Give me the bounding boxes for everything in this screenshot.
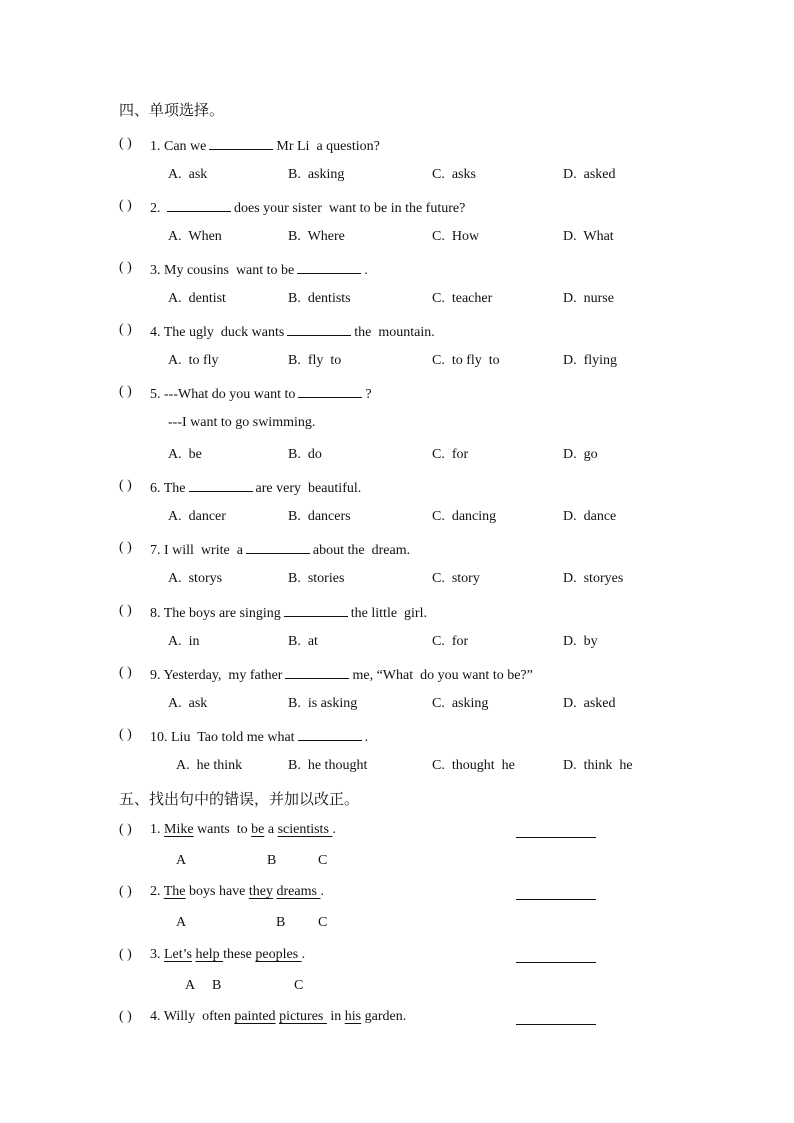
option-a[interactable]: A. storys — [168, 571, 223, 586]
underlined-part: help — [195, 947, 224, 962]
question-post: the mountain. — [354, 325, 435, 340]
option-c[interactable]: C. for — [432, 447, 469, 462]
item-answer-paren[interactable]: ( ) — [119, 947, 132, 962]
option-c[interactable]: C. dancing — [432, 509, 497, 524]
item-number: 3. — [150, 947, 164, 962]
option-b[interactable]: B. asking — [288, 167, 345, 182]
underlined-part: Mike — [164, 822, 194, 837]
question-text — [150, 603, 427, 622]
option-c[interactable]: C. thought he — [432, 758, 515, 773]
sentence-part: . — [320, 884, 324, 899]
underlined-part: they — [248, 884, 274, 899]
question-answer-paren[interactable]: ( ) — [119, 198, 132, 213]
question-number: 7. — [150, 543, 164, 558]
question-answer-paren[interactable]: ( ) — [119, 260, 132, 275]
sentence-part: . — [332, 822, 336, 837]
question-pre: ---What do you want to — [164, 387, 296, 402]
section4-title: 四、单项选择。 — [119, 101, 225, 119]
option-b[interactable]: B. Where — [288, 229, 345, 244]
question-text — [150, 478, 361, 497]
question-blank[interactable] — [287, 322, 351, 336]
question-number: 8. — [150, 606, 164, 621]
question-answer-paren[interactable]: ( ) — [119, 478, 132, 493]
question-answer-paren[interactable]: ( ) — [119, 540, 132, 555]
question-post: are very beautiful. — [255, 481, 362, 496]
question-number: 4. — [150, 325, 164, 340]
option-c[interactable]: C. How — [432, 229, 480, 244]
question-post: . — [364, 263, 368, 278]
choice-letter-c: C — [318, 915, 328, 930]
sentence-part: . — [301, 947, 306, 962]
correction-answer-line[interactable] — [516, 837, 596, 838]
question-text — [150, 665, 533, 684]
sentence-part: boys have — [185, 884, 249, 899]
option-a[interactable]: A. When — [168, 229, 222, 244]
underlined-part: be — [251, 822, 265, 837]
question-post: the little girl. — [350, 606, 427, 621]
question-text — [150, 198, 465, 217]
option-b[interactable]: B. dentists — [288, 291, 351, 306]
option-a[interactable]: A. ask — [168, 696, 208, 711]
question-blank[interactable] — [298, 384, 362, 398]
question-blank[interactable] — [298, 727, 362, 741]
underlined-part: The — [163, 884, 186, 899]
sentence-part: in — [326, 1009, 345, 1024]
option-c[interactable]: C. story — [432, 571, 480, 586]
option-b[interactable]: B. he thought — [288, 758, 368, 773]
option-c[interactable]: C. for — [432, 634, 469, 649]
question-answer-paren[interactable]: ( ) — [119, 727, 132, 742]
item-number: 4. — [150, 1009, 164, 1024]
underlined-part: his — [344, 1009, 362, 1024]
question-pre: My cousins want to be — [164, 263, 295, 278]
question-number: 9. — [150, 668, 164, 683]
question-pre: Yesterday, my father — [163, 668, 283, 683]
choice-letter-c: C — [294, 978, 304, 993]
option-b[interactable]: B. dancers — [288, 509, 351, 524]
question-answer-paren[interactable]: ( ) — [119, 384, 132, 399]
question-blank[interactable] — [246, 540, 310, 554]
option-c[interactable]: C. asking — [432, 696, 489, 711]
underlined-part: dreams — [276, 884, 321, 899]
question-pre: Can we — [164, 139, 207, 154]
item-answer-paren[interactable]: ( ) — [119, 822, 132, 837]
choice-letter-a: A — [176, 853, 187, 868]
question-number: 6. — [150, 481, 164, 496]
sentence-part: wants to — [193, 822, 252, 837]
item-sentence — [150, 822, 336, 838]
question-answer-paren[interactable]: ( ) — [119, 603, 132, 618]
choice-letter-b: B — [267, 853, 277, 868]
question-number: 5. — [150, 387, 164, 402]
section5-title: 五、找出句中的错误，并加以改正。 — [119, 790, 360, 808]
question-post: does your sister want to be in the future? — [234, 201, 466, 216]
option-a[interactable]: A. be — [168, 447, 202, 462]
question-blank[interactable] — [285, 665, 349, 679]
correction-answer-line[interactable] — [516, 962, 596, 963]
question-text — [150, 540, 410, 559]
question-pre: I will write a — [164, 543, 243, 558]
option-d[interactable]: D. asked — [563, 696, 616, 711]
option-b[interactable]: B. stories — [288, 571, 345, 586]
question-text — [150, 322, 435, 341]
item-answer-paren[interactable]: ( ) — [119, 884, 132, 899]
question-post: ? — [365, 387, 372, 402]
option-a[interactable]: A. dancer — [168, 509, 226, 524]
choice-letter-c: C — [318, 853, 328, 868]
option-d[interactable]: D. nurse — [563, 291, 614, 306]
choice-letter-b: B — [276, 915, 286, 930]
question-number: 10. — [150, 730, 171, 745]
option-d[interactable]: D. go — [563, 447, 598, 462]
underlined-part: scientists — [277, 822, 333, 837]
question-pre: Liu Tao told me what — [171, 730, 295, 745]
sentence-part: garden. — [361, 1009, 407, 1024]
question-answer-paren[interactable]: ( ) — [119, 136, 132, 151]
correction-answer-line[interactable] — [516, 1024, 596, 1025]
option-c[interactable]: C. to fly to — [432, 353, 500, 368]
question-blank[interactable] — [189, 478, 253, 492]
question-pre: The boys are singing — [163, 606, 281, 621]
question-blank[interactable] — [284, 603, 348, 617]
question-text — [150, 384, 372, 403]
item-sentence — [150, 947, 305, 963]
option-a[interactable]: A. to fly — [168, 353, 219, 368]
sentence-part: a — [264, 822, 278, 837]
option-c[interactable]: C. asks — [432, 167, 476, 182]
question-post: me, “What do you want to be?” — [352, 668, 533, 683]
underlined-part: Let’s — [164, 947, 192, 962]
question-answer-paren[interactable]: ( ) — [119, 665, 132, 680]
underlined-part: peoples — [255, 947, 302, 962]
item-answer-paren[interactable]: ( ) — [119, 1009, 132, 1024]
question-text — [150, 727, 368, 746]
question-blank[interactable] — [209, 136, 273, 150]
option-d[interactable]: D. flying — [563, 353, 618, 368]
choice-letter-a: A — [176, 915, 187, 930]
item-sentence — [150, 884, 324, 900]
option-b[interactable]: B. fly to — [288, 353, 342, 368]
sentence-part: Willy often — [163, 1009, 235, 1024]
option-d[interactable]: D. What — [563, 229, 614, 244]
item-sentence — [150, 1009, 406, 1025]
question-pre: The — [163, 481, 186, 496]
option-b[interactable]: B. is asking — [288, 696, 358, 711]
option-a[interactable]: A. ask — [168, 167, 208, 182]
question-number: 2. — [150, 201, 164, 216]
option-d[interactable]: D. by — [563, 634, 598, 649]
option-d[interactable]: D. think he — [563, 758, 633, 773]
question-post: about the dream. — [312, 543, 411, 558]
question-text — [150, 260, 368, 279]
option-d[interactable]: D. storyes — [563, 571, 624, 586]
question-pre: The ugly duck wants — [163, 325, 285, 340]
correction-answer-line[interactable] — [516, 899, 596, 900]
sentence-part: these — [223, 947, 256, 962]
option-a[interactable]: A. dentist — [168, 291, 226, 306]
question-answer-paren[interactable]: ( ) — [119, 322, 132, 337]
choice-letter-a: A — [185, 978, 196, 993]
item-number: 1. — [150, 822, 164, 837]
option-b[interactable]: B. do — [288, 447, 322, 462]
question-blank[interactable] — [167, 198, 231, 212]
choice-letter-b: B — [212, 978, 222, 993]
option-a[interactable]: A. he think — [176, 758, 243, 773]
question-text — [150, 136, 380, 155]
option-d[interactable]: D. dance — [563, 509, 617, 524]
question-number: 1. — [150, 139, 164, 154]
underlined-part: pictures — [279, 1009, 327, 1024]
question-blank[interactable] — [297, 260, 361, 274]
question-extra-line: ---I want to go swimming. — [168, 415, 316, 430]
option-b[interactable]: B. at — [288, 634, 318, 649]
underlined-part: painted — [234, 1009, 276, 1024]
option-d[interactable]: D. asked — [563, 167, 616, 182]
option-a[interactable]: A. in — [168, 634, 200, 649]
question-post: Mr Li a question? — [276, 139, 380, 154]
question-number: 3. — [150, 263, 164, 278]
question-post: . — [364, 730, 369, 745]
option-c[interactable]: C. teacher — [432, 291, 493, 306]
item-number: 2. — [150, 884, 164, 899]
